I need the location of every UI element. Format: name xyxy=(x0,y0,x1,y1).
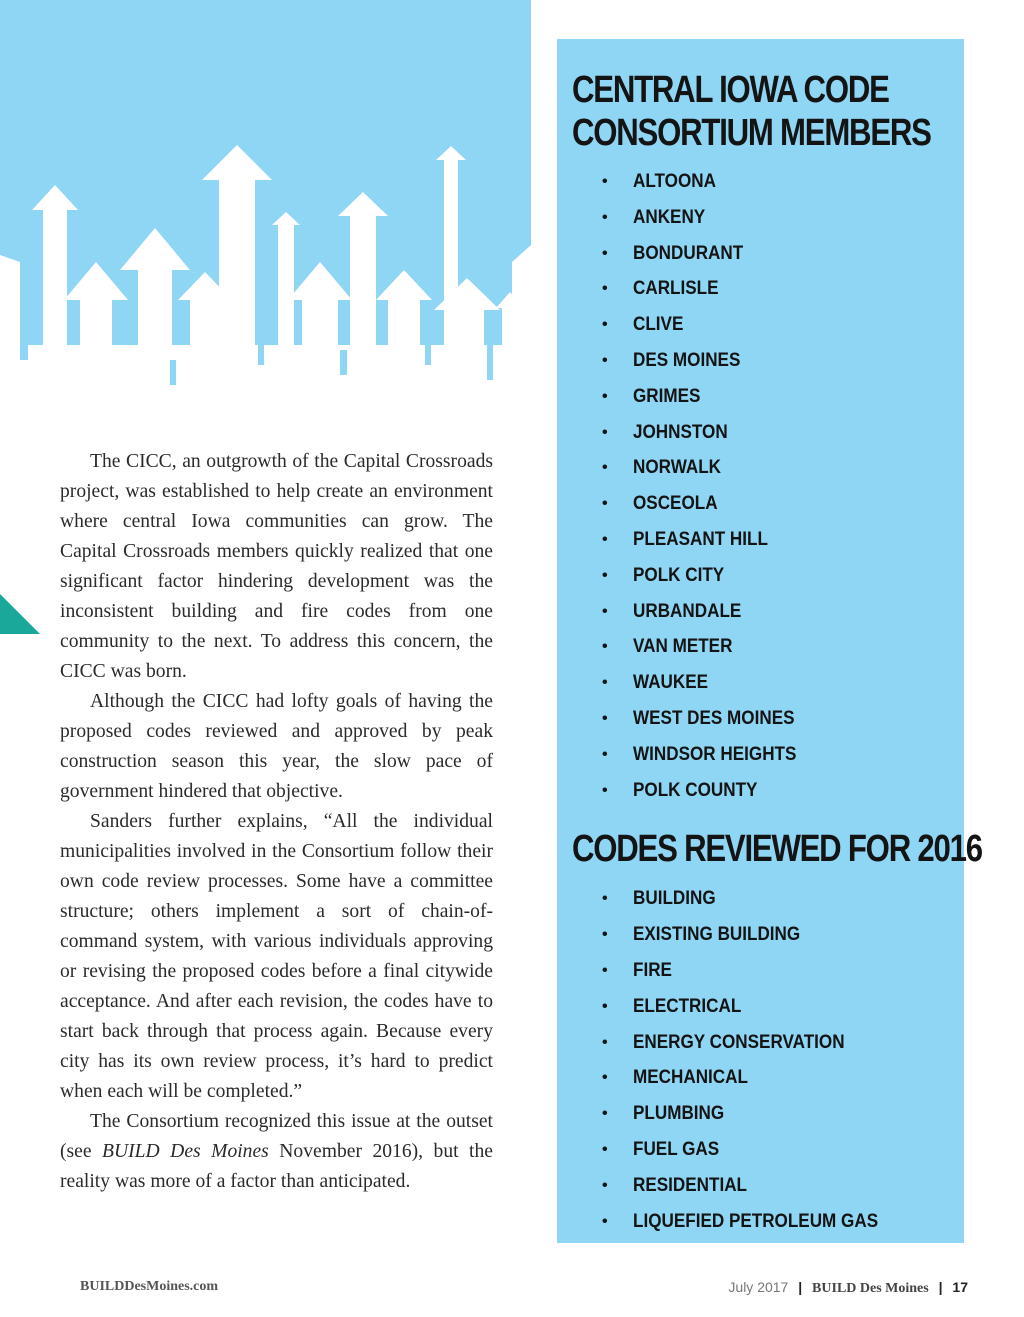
member-item-label: ANKENY xyxy=(633,206,706,228)
bullet-icon: • xyxy=(602,602,608,620)
code-item-label: BUILDING xyxy=(633,888,716,910)
member-item-label: OSCEOLA xyxy=(633,493,718,515)
publication-title: BUILD Des Moines xyxy=(102,1141,269,1162)
bullet-icon: • xyxy=(602,1033,608,1051)
bullet-icon: • xyxy=(602,1212,608,1230)
member-item xyxy=(572,415,964,451)
member-item-label: CARLISLE xyxy=(633,278,719,300)
member-item-label: BONDURANT xyxy=(633,242,744,264)
member-item xyxy=(572,629,964,665)
code-item xyxy=(572,989,964,1025)
members-heading: CENTRAL IOWA CODE CONSORTIUM MEMBERS xyxy=(572,69,931,154)
member-item xyxy=(572,164,964,200)
member-item-label: GRIMES xyxy=(633,385,701,407)
member-item xyxy=(572,486,964,522)
code-item-label: ELECTRICAL xyxy=(633,995,742,1017)
member-item xyxy=(572,558,964,594)
footer-separator: | xyxy=(798,1279,803,1295)
member-item xyxy=(572,450,964,486)
member-item xyxy=(572,737,964,773)
bullet-icon: • xyxy=(602,459,608,477)
member-item xyxy=(572,343,964,379)
code-item xyxy=(572,953,964,989)
member-item xyxy=(572,200,964,236)
bullet-icon: • xyxy=(602,566,608,584)
bullet-icon: • xyxy=(602,745,608,763)
member-item-label: WEST DES MOINES xyxy=(633,707,795,729)
bullet-icon: • xyxy=(602,1069,608,1087)
bullet-icon: • xyxy=(602,1140,608,1158)
code-item xyxy=(572,1060,964,1096)
code-item-label: ENERGY CONSERVATION xyxy=(633,1031,845,1053)
member-item xyxy=(572,236,964,272)
codes-heading: CODES REVIEWED FOR 2016 xyxy=(572,828,982,871)
code-item-label: MECHANICAL xyxy=(633,1067,748,1089)
article-paragraph-1: The CICC, an outgrowth of the Capital Crossroads project, was established to help create an environment where central Iowa communities can grow. The Capital Crossroads members quickly realized that one significant factor hindering development was the inconsistent building and fire codes from one community to the next. To address this concern, the CICC was born. xyxy=(60,451,493,682)
member-item-label: WAUKEE xyxy=(633,672,709,694)
footer-website: BUILDDesMoines.com xyxy=(80,1279,219,1294)
member-item-label: PLEASANT HILL xyxy=(633,528,768,550)
code-item xyxy=(572,917,964,953)
member-item-label: VAN METER xyxy=(633,636,733,658)
bullet-icon: • xyxy=(602,387,608,405)
bullet-icon: • xyxy=(602,781,608,799)
member-item xyxy=(572,379,964,415)
member-item xyxy=(572,773,964,809)
code-item xyxy=(572,1132,964,1168)
bullet-icon: • xyxy=(602,638,608,656)
member-item-label: JOHNSTON xyxy=(633,421,728,443)
members-list xyxy=(572,164,964,808)
issue-date: July 2017 xyxy=(728,1279,789,1295)
hero-arrows-illustration xyxy=(0,0,531,420)
bullet-icon: • xyxy=(602,1176,608,1194)
member-item-label: POLK COUNTY xyxy=(633,779,758,801)
code-item-label: EXISTING BUILDING xyxy=(633,924,801,946)
code-item xyxy=(572,881,964,917)
bullet-icon: • xyxy=(602,244,608,262)
bullet-icon: • xyxy=(602,890,608,908)
code-item xyxy=(572,1168,964,1204)
member-item xyxy=(572,701,964,737)
code-item-label: RESIDENTIAL xyxy=(633,1174,748,1196)
member-item-label: NORWALK xyxy=(633,457,722,479)
arrow-base xyxy=(0,345,531,420)
code-item xyxy=(572,1096,964,1132)
member-item xyxy=(572,522,964,558)
bullet-icon: • xyxy=(602,495,608,513)
page-number: 17 xyxy=(952,1279,968,1295)
footer-separator: | xyxy=(938,1279,943,1295)
bullet-icon: • xyxy=(602,674,608,692)
bullet-icon: • xyxy=(602,997,608,1015)
member-item-label: DES MOINES xyxy=(633,349,741,371)
code-item xyxy=(572,1204,964,1240)
codes-list xyxy=(572,881,964,1239)
magazine-name: BUILD Des Moines xyxy=(812,1281,929,1296)
member-item-label: WINDSOR HEIGHTS xyxy=(633,743,797,765)
member-item xyxy=(572,665,964,701)
bullet-icon: • xyxy=(602,280,608,298)
article-paragraph-4: The Consortium recognized this issue at the outset (see BUILD Des Moines November 2016), but the reality was more of a factor than anticipated. xyxy=(60,1111,493,1192)
code-item-label: LIQUEFIED PETROLEUM GAS xyxy=(633,1210,879,1232)
bullet-icon: • xyxy=(602,926,608,944)
bullet-icon: • xyxy=(602,208,608,226)
member-item-label: URBANDALE xyxy=(633,600,742,622)
member-item-label: ALTOONA xyxy=(633,171,716,192)
bullet-icon: • xyxy=(602,173,608,190)
bullet-icon: • xyxy=(602,709,608,727)
member-item-label: CLIVE xyxy=(633,314,684,336)
footer-folio xyxy=(728,1279,968,1297)
bullet-icon: • xyxy=(602,961,608,979)
member-item xyxy=(572,594,964,630)
article-body xyxy=(60,447,493,1197)
teal-accent-shape xyxy=(0,594,40,634)
code-item-label: FIRE xyxy=(633,959,672,981)
consortium-sidebar xyxy=(557,39,982,1243)
bullet-icon: • xyxy=(602,1105,608,1123)
code-item-label: PLUMBING xyxy=(633,1103,725,1125)
code-item xyxy=(572,1025,964,1061)
arrows-graphic xyxy=(0,0,531,420)
member-item xyxy=(572,307,964,343)
article-paragraph-2: Although the CICC had lofty goals of having the proposed codes reviewed and approved by peak construction season this year, the slow pace of government hindered that objective. xyxy=(60,691,493,802)
bullet-icon: • xyxy=(602,351,608,369)
bullet-icon: • xyxy=(602,316,608,334)
bullet-icon: • xyxy=(602,423,608,441)
member-item-label: POLK CITY xyxy=(633,564,725,586)
bullet-icon: • xyxy=(602,530,608,548)
member-item xyxy=(572,271,964,307)
code-item-label: FUEL GAS xyxy=(633,1138,720,1160)
article-paragraph-3: Sanders further explains, “All the individual municipalities involved in the Consortium follow their own code review processes. Some have a committee structure; others implement a sort of chain-of-command system, with various individuals approving or revising the proposed codes before a final citywide acceptance. And after each revision, the codes have to start back through that process again. Because every city has its own review process, it’s hard to predict when each will be completed.” xyxy=(60,811,493,1102)
